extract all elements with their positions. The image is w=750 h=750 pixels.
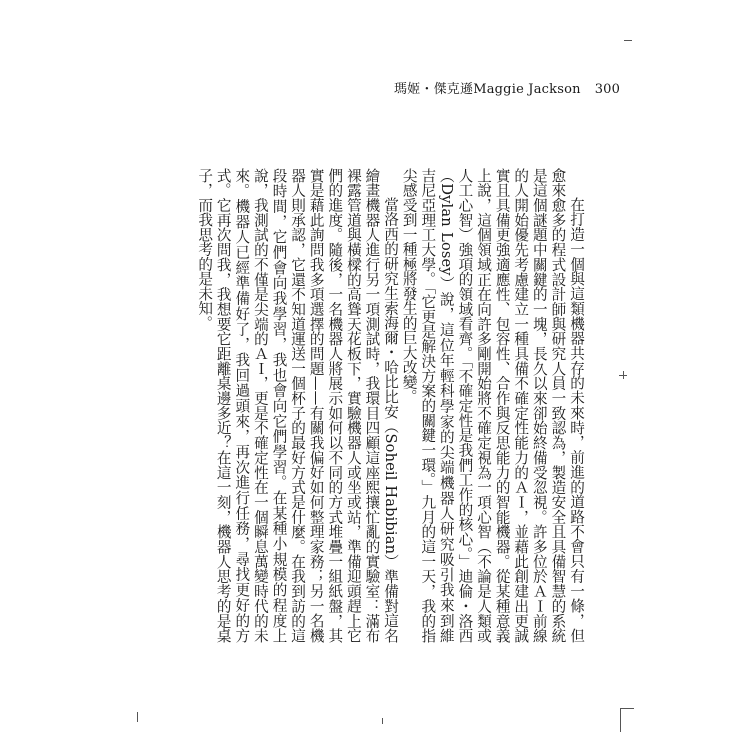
paragraph-1: 在打造一個與這類機器共存的未來時，前進的道路不會只有一條，但愈來愈多的程式設計師與研究人員一致認為，製造安全且具備智慧的系統是這個謎題中關鍵的一塊，長久以來卻始終備受忽視。許多位於ＡＩ前線的人開始優先考慮建立一種具備不確定性能力的ＡＩ，並藉此創建出更誠實且具備更強適應性、包容性、合作與反思能力的智能機器。從某種意義上說，這個領域正在向許多剛開始將不確定視為一項心智（不論是人類或人工心智）強項的領域看齊。「不確定性是我們工作的核心。」迪倫・洛西（Dylan Losey）說，這位年輕科學家的尖端機器人研究吸引我來到維吉尼亞理工大學。「它更是解決方案的關鍵一環。」九月的這一天，我的指尖感受到一種極將發生的巨大改變。: [400, 168, 585, 643]
vertical-body-text: [196, 168, 585, 643]
running-header: [394, 78, 620, 97]
crop-mark-top-right: [624, 40, 632, 41]
running-title: 瑪姬・傑克遜Maggie Jackson: [394, 82, 581, 97]
crop-mark-mid-right-tick: [623, 371, 624, 379]
crop-mark-bottom-right-h: [620, 708, 634, 709]
page-number: 300: [594, 82, 621, 97]
crop-mark-bottom-center: [382, 718, 383, 724]
crop-mark-bottom-right-v: [620, 708, 621, 732]
crop-mark-bottom-left: [137, 712, 138, 722]
paragraph-2: 當洛西的研究生索海爾・哈比比安（Soheil Habibian）準備對這名繪畫機器人進行另一項測試時，我環目四顧這座熙攘忙亂的實驗室：滿布裸露管道與橫樑的高聳天花板下，實驗機器人或坐或站，準備迎頭趕上它們的進度。隨後，一名機器人將展示如何以不同的方式堆疊一組紙盤，其實是藉此詢問我多項選擇的問題——有關我偏好如何整理家務；另一名機器人則承認，它還不知道運送一個杯子的最好方式是什麼。在我到訪的這段時間，它們會向我學習，我也會向它們學習。在某種小規模的程度上說，我測試的不僅是尖端的ＡＩ，更是不確定性在一個瞬息萬變時代的未來。機器人已經準備好了，我回過頭來，再次進行任務，尋找更好的方式。它再次問我，我想要它距離桌邊多近？在這一刻，機器人思考的是桌子，而我思考的是未知。: [196, 168, 400, 643]
